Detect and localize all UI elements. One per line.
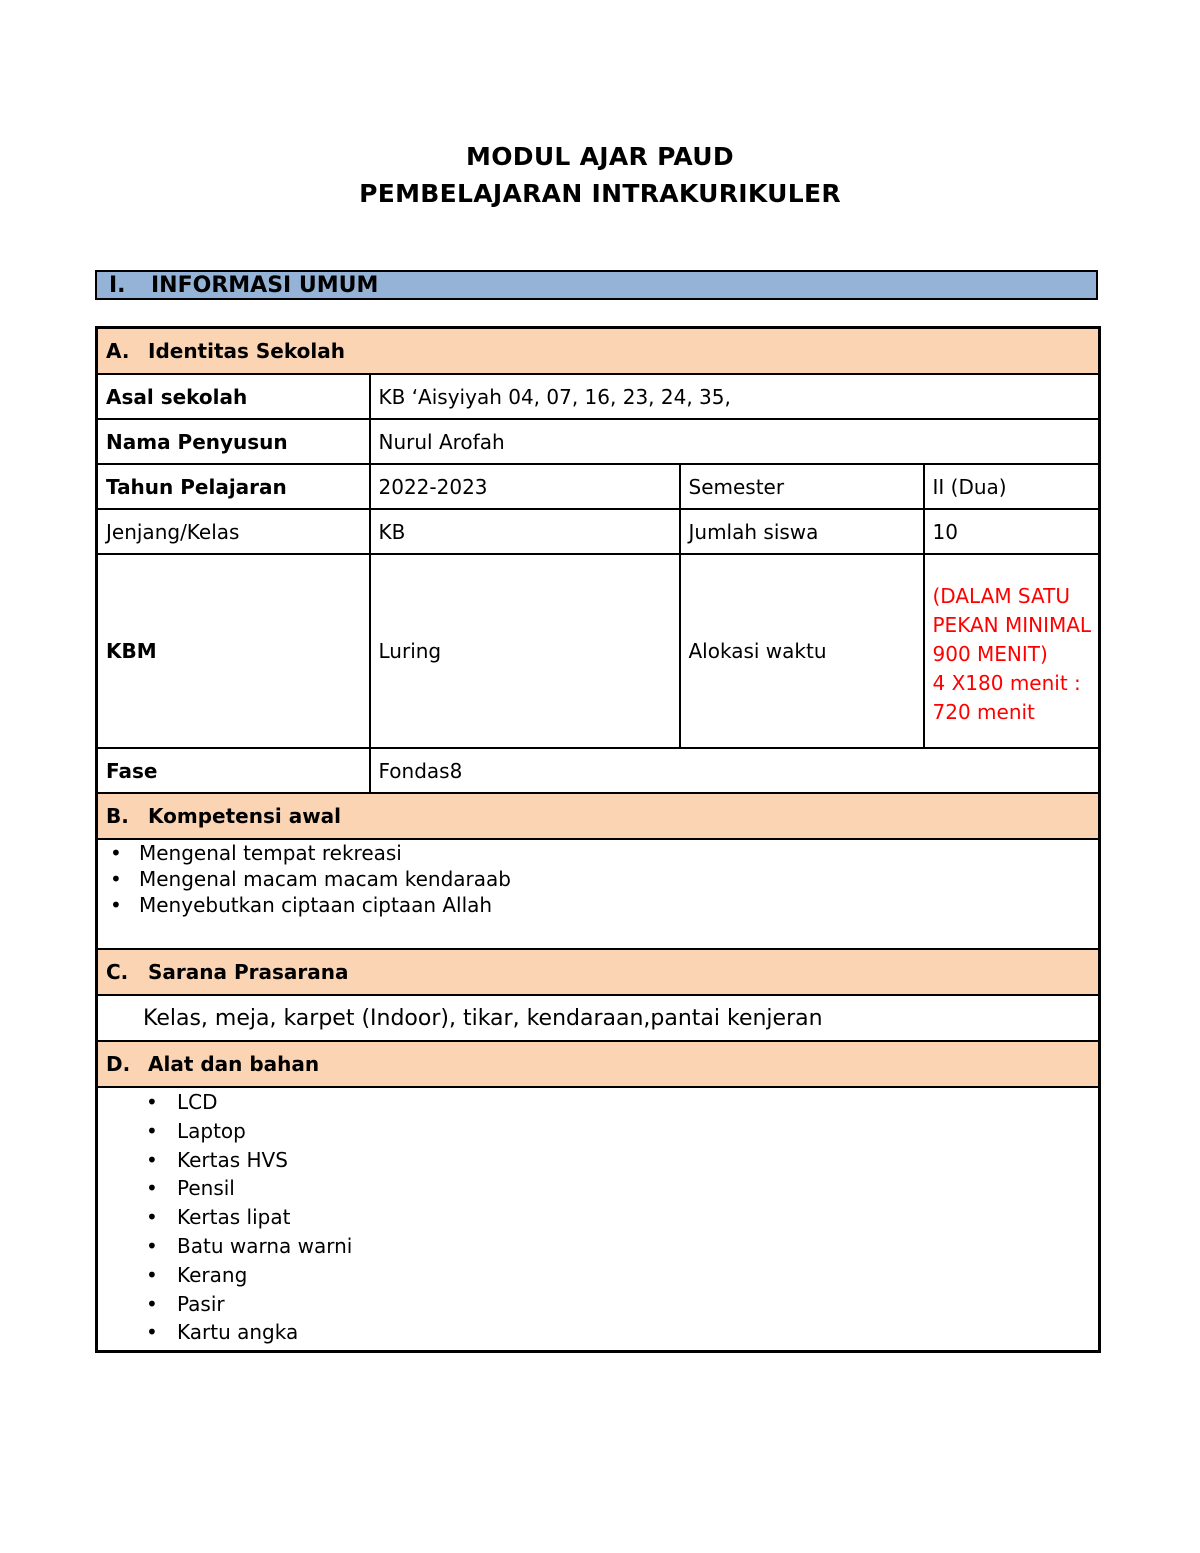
section-label: INFORMASI UMUM [151, 273, 379, 298]
section-informasi-umum [95, 270, 1098, 300]
sarana-letter: C. [106, 960, 129, 984]
table-row [97, 995, 1100, 1041]
penyusun-label: Nama Penyusun [97, 419, 370, 464]
tahun-value: 2022-2023 [370, 464, 680, 509]
alat-heading [97, 1041, 1100, 1087]
table-row [97, 464, 1100, 509]
table-row [97, 839, 1100, 949]
list-item: • Menyebutkan ciptaan ciptaan Allah [106, 892, 1098, 918]
list-item: • Pasir [106, 1290, 1098, 1319]
fase-label: Fase [97, 748, 370, 793]
alokasi-calc: 4 X180 menit : 720 menit [932, 670, 1081, 724]
jenjang-label: Jenjang/Kelas [97, 509, 370, 554]
sarana-title: Sarana Prasarana [148, 960, 349, 984]
asal-label: Asal sekolah [97, 374, 370, 419]
table-row [97, 509, 1100, 554]
list-item: • Kertas HVS [106, 1146, 1098, 1175]
alat-letter: D. [106, 1052, 131, 1076]
identitas-header-row [97, 328, 1100, 375]
sarana-header-row [97, 949, 1100, 995]
alokasi-label: Alokasi waktu [680, 554, 924, 748]
alat-list [106, 1088, 1098, 1347]
kompetensi-list [106, 840, 1098, 918]
kompetensi-title: Kompetensi awal [148, 804, 342, 828]
table-row [97, 374, 1100, 419]
jumlah-value: 10 [924, 509, 1100, 554]
section-number: I. [109, 273, 126, 298]
identitas-letter: A. [106, 339, 130, 363]
fase-value: Fondas8 [370, 748, 1100, 793]
list-item: • Kertas lipat [106, 1203, 1098, 1232]
table-row [97, 1087, 1100, 1352]
info-table [95, 326, 1101, 1353]
kbm-value: Luring [370, 554, 680, 748]
kompetensi-heading [97, 793, 1100, 839]
kbm-label: KBM [97, 554, 370, 748]
list-item: • Mengenal macam macam kendaraab [106, 866, 1098, 892]
list-item: • Pensil [106, 1174, 1098, 1203]
asal-value: KB ‘Aisyiyah 04, 07, 16, 23, 24, 35, [370, 374, 1100, 419]
sarana-value: Kelas, meja, karpet (Indoor), tikar, kendaraan,pantai kenjeran [97, 995, 1100, 1041]
alat-title: Alat dan bahan [148, 1052, 320, 1076]
list-item: • Kerang [106, 1261, 1098, 1290]
alat-list-cell [97, 1087, 1100, 1352]
kompetensi-list-cell [97, 839, 1100, 949]
semester-value: II (Dua) [924, 464, 1100, 509]
alokasi-note: (DALAM SATU PEKAN MINIMAL 900 MENIT) [932, 583, 1092, 666]
list-item: • LCD [106, 1088, 1098, 1117]
table-row [97, 748, 1100, 793]
tahun-label: Tahun Pelajaran [97, 464, 370, 509]
alat-header-row [97, 1041, 1100, 1087]
table-row [97, 554, 1100, 748]
jumlah-label: Jumlah siswa [680, 509, 924, 554]
kompetensi-letter: B. [106, 804, 129, 828]
list-item: • Laptop [106, 1117, 1098, 1146]
document-title: MODUL AJAR PAUD [466, 142, 734, 171]
sarana-heading [97, 949, 1100, 995]
identitas-heading [97, 328, 1100, 375]
jenjang-value: KB [370, 509, 680, 554]
document-subtitle: PEMBELAJARAN INTRAKURIKULER [359, 179, 841, 208]
penyusun-value: Nurul Arofah [370, 419, 1100, 464]
identitas-title: Identitas Sekolah [148, 339, 345, 363]
kompetensi-header-row [97, 793, 1100, 839]
list-item: • Batu warna warni [106, 1232, 1098, 1261]
table-row [97, 419, 1100, 464]
alokasi-value [924, 554, 1100, 748]
list-item: • Kartu angka [106, 1318, 1098, 1347]
semester-label: Semester [680, 464, 924, 509]
list-item: • Mengenal tempat rekreasi [106, 840, 1098, 866]
